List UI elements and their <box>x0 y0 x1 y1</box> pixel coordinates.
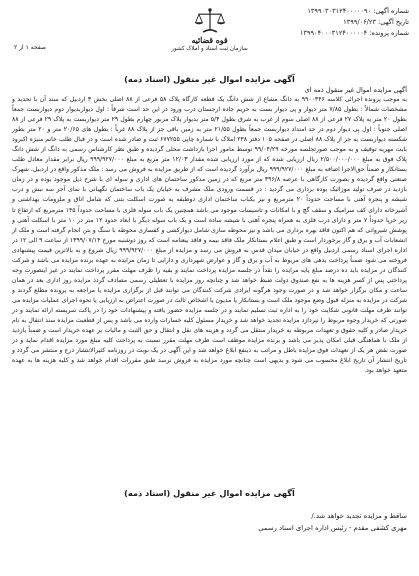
file-number: شماره پرونده: ۱۳۹۹۰۴۰۰۰۳۱۲۴۰۰۰۰۰۴ <box>299 29 409 37</box>
notice-title: آگهی مزایده اموال غیر منقول (اسناد ذمه) <box>124 74 295 84</box>
notice-date: تاریخ آگهی: ۱۳۹۹/۰۶/۲۳ <box>343 18 409 26</box>
notice-intro: آگهی مزایده اموال غیر منقول ذمه ای <box>304 86 407 94</box>
footer-line-1: ساقط و مزایده تجدید خواهد شد./ <box>311 512 407 520</box>
notice-body: به موجب پرونده اجرائی کلاسه ۹۹۰۰۳۴۶ به دانگ مشاع از شش دانگ یک قطعه کارگاه پلاک ۵۸ فرعی از ۸۸ اصلی بخش ۳ اردبیل که سند آن با تحدید و مشخصات شمالاً : بطول ۷/۸۵ متر دیوار و پی دیوار بست به حریم جاده ارجستان درب ورود در این حد است شرقاً : اول دیواربدیوار دوم دیواربست جمعاً بطول ۲۰ متر به پلاک ۲۷ فرعی از ۸۸ اصلی سوم از غرب به شرق بطول ۵/۴ متر بدیوار پلاک مزبور چهارم بطول ۲۹ متر دیواربست به پلاک ۲۹ فرعی از ۸۸ اصلی جنوباً : اول پی دیوار دوم در حد امتداد دیواربست جمعاً بطول ۲۱/۵۵ متر به زمین باقی جز از پلاک ۸۸ غرباً : بطول های ۲۰/۶۵ متر و ۲۰ متر بطور شکسته دیواربست به جز از پلاک ۸۸ اصلی در صفحه ۱۰۵ دفتر ۲۳۸ املاک با شماره چاپی ۶۷۷۲۵۵ ثبت و صادر شده است و در قبال طلب خانم منیژه اکبرود بابت مهریه توقیف و به موجب صورتجلسه مورخه ۹۹/۰۴/۲۹ توسط مامور اجرا بازداشت محلی گردیده و طبق نظر کارشناس رسمی به دانگ از شش دانگ پلاک فوق به مبلغ ۲/۵۰۰/۰۰۰/۰۰۰ ریال ارزیابی شده که از مورد ارزیابی شده مقدار ۱۲/۰۳ متر مربع به مبلغ ۹۹۹/۹۲۷/۰۰۰ ریال برابر مقدار معادل طلب بستانکار و ضمناً حق‌الاجرا اضافه به مبلغ ۹۹۹/۹۲۷/۰۰۰ ریال برآورد گردیده است که از طریق مزایده به فروش می رسد : ملک مذکور واقع در اردبیل، شهرک صنعتی واقع گردیده و بصورت کارگاهی با عرصه ۳۹۶/۸ متر مربع که در زمین مذکور ساختمان های اداری و سوله ای با شرح ذیل موجود بوده و در زمان بازدید در صرف تولید موزائیک بوده برداری می گردید : در قسمت ورودی ملک مشرف به خیابان یک باب ساختمان نگهبانی با نمای آجر سه نبش و درب شیشه و پنجره آهنی با مساحت حدوداً ۲۰ مترمربع و نیز یکباب ساختمان اداری دوطبقه به صورت اسکلت بتنی که شامل اتاق و ملزومات بهداشتی و آشپزخانه دارای کف سرامیک و سقف گچ و با امکانات و تاسیسات موجود می باشد همچنین یک باب سوله فلزی با مساحت حدوداً ۱۴۵ مترمربع که ارتفاع تا زیر خرپا حدوداً ۷ متر و دارای درب فلزی به همراه پنجره آهنی با شیشه ساده است و یک باب سوله دیگر با ابعاد حدود ۱۲ متر در ۱۰ متر با اسکلت آهنی و پوشش شیروانی که هم اکنون فاقد بهره برداری می باشد و نیز محوطه سازی شامل دیوارکشی و کفسازی محوطه با سنگ و بتن انجام گرفته است و ملک از انشعابات آب و برق و گاز برخوردار است و طبق اعلام بستانکار ملک فاقد بیمه و فاقد بیعنامه است که روز دوشنبه مورخ ۱۳۹۹/۰۷/۱۴ از ساعت ۹ الی ۱۲ در اداره اجرای اسناد رسمی اردبیل واقع در خیابان میدان قدس به فروش می رسد و مزایده از مبلغ ۹۹۹/۹۲۷/۰۰۰ ریال شروع و به بالاترین قیمت پیشنهادی فروخته می شود ضمناً پرداخت بدهی های مربوط به آب و برق و گاز و عوارض شهرداری و دارایی تا زمان مزایده به عهده برنده مزایده می باشد و شرکت کنندگان در مزایده باید ده درصد مبلغ پایه مزایده را نقداً در جلسه مزایده پرداخت نمایند و بقیه را ظرف مهلت مقرر پرداخت نمایند در غیر اینصورت وجه پرداختی پس از کسر هزینه ها به نفع صندوق دولت ضبط خواهد شد و چنانچه روز مزایده با تعطیلی رسمی مصادف گردد مزایده روز اداری بعد در همان ساعت و مکان برگزار خواهد شد و در صورت وجود هرگونه ایرادی شرکت کنندگان می توانند قبل از برگزاری مزایده با مراجعه به پرونده مطلع گردند و شرکت در مزایده به منزله قبول وضع موجود ملک است و بستانکار یا مدیون یا اشخاص ثالث در صورت اعتراض به ارزیابی یا نحوه اجرای عملیات مزایده می توانند ظرف مهلت قانونی شکایت خود را به اداره ثبت تسلیم نمایند و در جلسه مزایده حضور یافته و پیشنهادات خود را در پاکت سربسته ارائه نمایند و در صورتی که خریدار وجوه مربوط را نپردازد مزایده تجدید خواهد شد و خریدار مسئول کلیه خسارات وارده می باشد و پس از قطعیت مزایده سند انتقال به نام خریدار صادر و کلیه حقوق و تعهدات مربوطه به خریدار منتقل می گردد و هزینه های نقل و انتقال و حق الثبت و مالیات بر عهده خریدار است و ضمناً بازدید از ملک با هماهنگی قبلی امکان پذیر می باشد و برنده مزایده موظف است ظرف مهلت مقرر نسبت به پرداخت کلیه مبلغ مورد مزایده اقدام نماید و در صورت نقض هر یک از تعهدات فوق مزایده باطل و مراتب به ذینفع ابلاغ خواهد شد و این آگهی در یک نوبت در روزنامه کثیرالانتشار درج و منتشر می گردد و تاریخ انتشار آن تاریخ ابلاغ محسوب می شود و بدیهی است چنانچه مورد مزایده به فروش نرسد طبق مقررات اقدام خواهد شد و کلیه هزینه ها به عهده متعهد خواهد بود. <box>12 96 408 375</box>
page-number: صفحه ۱ از ۲ <box>14 44 46 51</box>
notice-number: شماره آگهی: ۱۳۹۹۰۳۰۳۱۲۴۰۰۰۰۰۹۰ <box>307 7 409 15</box>
signatory: مهری کشفی مقدم - رئیس اداره اجرای اسناد رسمی <box>258 524 407 532</box>
org-header <box>0 6 419 52</box>
org-name: قوه قضائیه <box>191 36 228 45</box>
notice-content <box>12 74 407 376</box>
org-subtitle: سازمان ثبت اسناد و املاک کشور <box>171 46 248 52</box>
notice-footer <box>12 510 407 534</box>
footer-title: آگهی مزایده اموال غیر منقول (اسناد ذمه) <box>124 488 295 498</box>
judiciary-emblem-icon <box>193 6 227 36</box>
